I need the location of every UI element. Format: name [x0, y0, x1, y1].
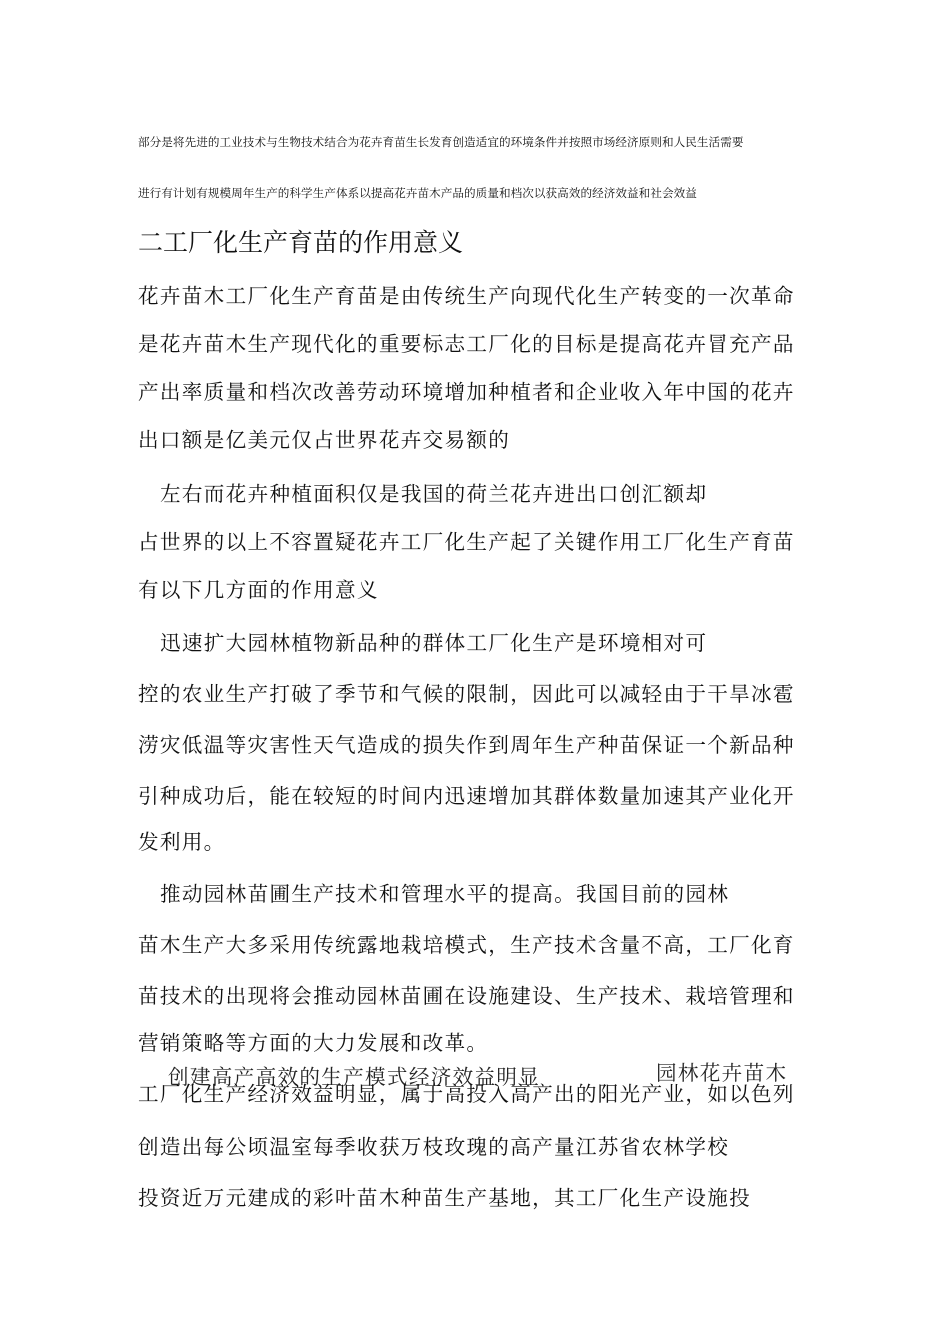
paragraph-line: 产出率质量和档次改善劳动环境增加种植者和企业收入年中国的花卉	[138, 380, 795, 404]
paragraph-line: 工厂化生产经济效益明显，属于高投入高产出的阳光产业，如以色列	[138, 1082, 795, 1106]
paragraph-line: 占世界的以上不容置疑花卉工厂化生产起了关键作用工厂化生产育苗	[138, 530, 795, 554]
paragraph-line: 创造出每公顷温室每季收获万枝玫瑰的高产量江苏省农林学校	[138, 1135, 730, 1159]
paragraph-line: 是花卉苗木生产现代化的重要标志工厂化的目标是提高花卉冒充产品	[138, 332, 795, 356]
paragraph-line: 营销策略等方面的大力发展和改革。	[138, 1031, 489, 1055]
paragraph-line: 控的农业生产打破了季节和气候的限制，因此可以减轻由于干旱冰雹	[138, 682, 795, 706]
paragraph-line: 发利用。	[138, 830, 226, 854]
paragraph-line: 花卉苗木工厂化生产育苗是由传统生产向现代化生产转变的一次革命	[138, 284, 795, 308]
paragraph-line: 涝灾低温等灾害性天气造成的损失作到周年生产种苗保证一个新品种	[138, 733, 795, 757]
overlapping-line-right: 园林花卉苗木	[656, 1061, 788, 1085]
overlapping-line-left: 创建高产高效的生产模式经济效益明显	[168, 1065, 541, 1089]
intro-line-2: 进行有计划有规模周年生产的科学生产体系以提高花卉苗木产品的质量和档次以获高效的经济效益和社会效益	[138, 186, 697, 200]
paragraph-line: 有以下几方面的作用意义	[138, 578, 379, 602]
intro-line-1: 部分是将先进的工业技术与生物技术结合为花卉育苗生长发育创造适宜的环境条件并按照市场经济原则和人民生活需要	[138, 135, 744, 149]
paragraph-line: 投资近万元建成的彩叶苗木种苗生产基地，其工厂化生产设施投	[138, 1186, 752, 1210]
paragraph-line: 苗木生产大多采用传统露地栽培模式，生产技术含量不高，工厂化育	[138, 933, 795, 957]
section-heading: 二工厂化生产育苗的作用意义	[138, 228, 464, 257]
paragraph-line: 推动园林苗圃生产技术和管理水平的提高。我国目前的园林	[160, 882, 730, 906]
paragraph-line: 引种成功后，能在较短的时间内迅速增加其群体数量加速其产业化开	[138, 784, 795, 808]
paragraph-line: 左右而花卉种植面积仅是我国的荷兰花卉进出口创汇额却	[160, 482, 708, 506]
paragraph-line: 迅速扩大园林植物新品种的群体工厂化生产是环境相对可	[160, 631, 708, 655]
paragraph-line: 出口额是亿美元仅占世界花卉交易额的	[138, 428, 511, 452]
paragraph-line: 苗技术的出现将会推动园林苗圃在设施建设、生产技术、栽培管理和	[138, 984, 795, 1008]
